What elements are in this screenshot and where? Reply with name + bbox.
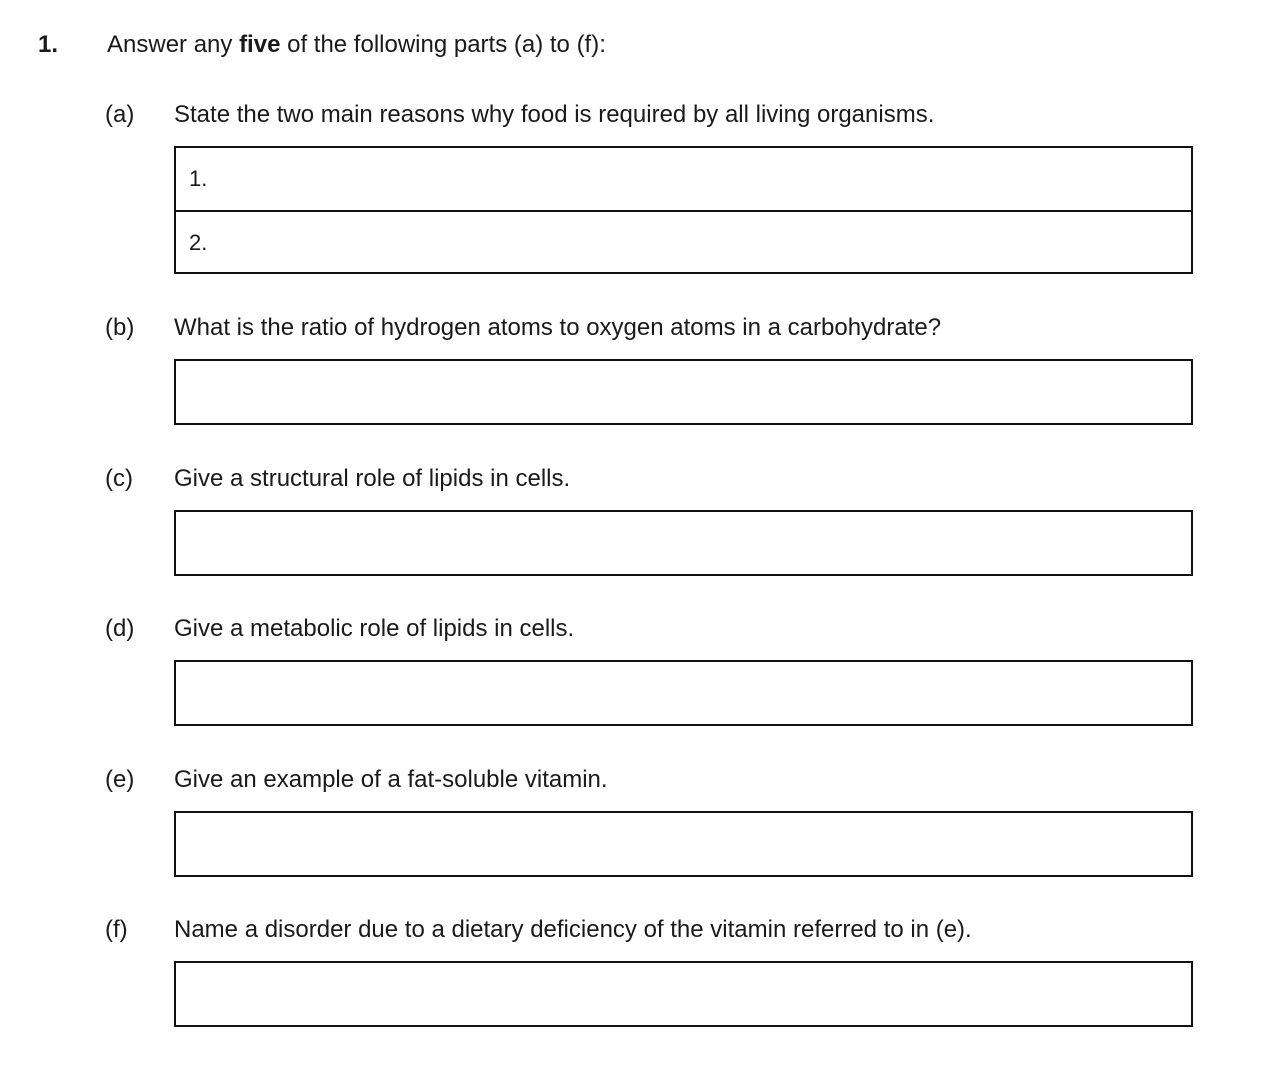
part-text-d: Give a metabolic role of lipids in cells. bbox=[174, 615, 575, 642]
part-text-b: What is the ratio of hydrogen atoms to oxygen atoms in a carbohydrate? bbox=[174, 314, 942, 341]
instruction-pre: Answer any bbox=[107, 31, 240, 58]
answer-box-a[interactable] bbox=[174, 146, 1193, 274]
answer-box-e[interactable] bbox=[174, 811, 1193, 877]
answer-line-a-2[interactable] bbox=[176, 210, 1191, 272]
part-text-a: State the two main reasons why food is required by all living organisms. bbox=[174, 101, 935, 128]
part-label-f: (f) bbox=[105, 916, 128, 943]
instruction-post: of the following parts (a) to (f): bbox=[280, 31, 606, 58]
answer-box-b[interactable] bbox=[174, 359, 1193, 425]
part-label-b: (b) bbox=[105, 314, 135, 341]
answer-line-number: 2. bbox=[189, 230, 208, 255]
question-number: 1. bbox=[38, 31, 59, 58]
question-instruction bbox=[107, 30, 606, 60]
instruction-bold: five bbox=[239, 31, 281, 58]
part-label-a: (a) bbox=[105, 101, 135, 128]
answer-box-f[interactable] bbox=[174, 961, 1193, 1027]
part-label-d: (d) bbox=[105, 615, 135, 642]
part-label-e: (e) bbox=[105, 766, 135, 793]
part-text-e: Give an example of a fat-soluble vitamin. bbox=[174, 766, 608, 793]
part-label-c: (c) bbox=[105, 465, 133, 492]
answer-box-d[interactable] bbox=[174, 660, 1193, 726]
part-text-c: Give a structural role of lipids in cells. bbox=[174, 465, 571, 492]
answer-line-number: 1. bbox=[189, 166, 208, 191]
part-text-f: Name a disorder due to a dietary deficiency of the vitamin referred to in (e). bbox=[174, 916, 972, 943]
answer-box-c[interactable] bbox=[174, 510, 1193, 576]
answer-line-a-1[interactable] bbox=[176, 148, 1191, 210]
